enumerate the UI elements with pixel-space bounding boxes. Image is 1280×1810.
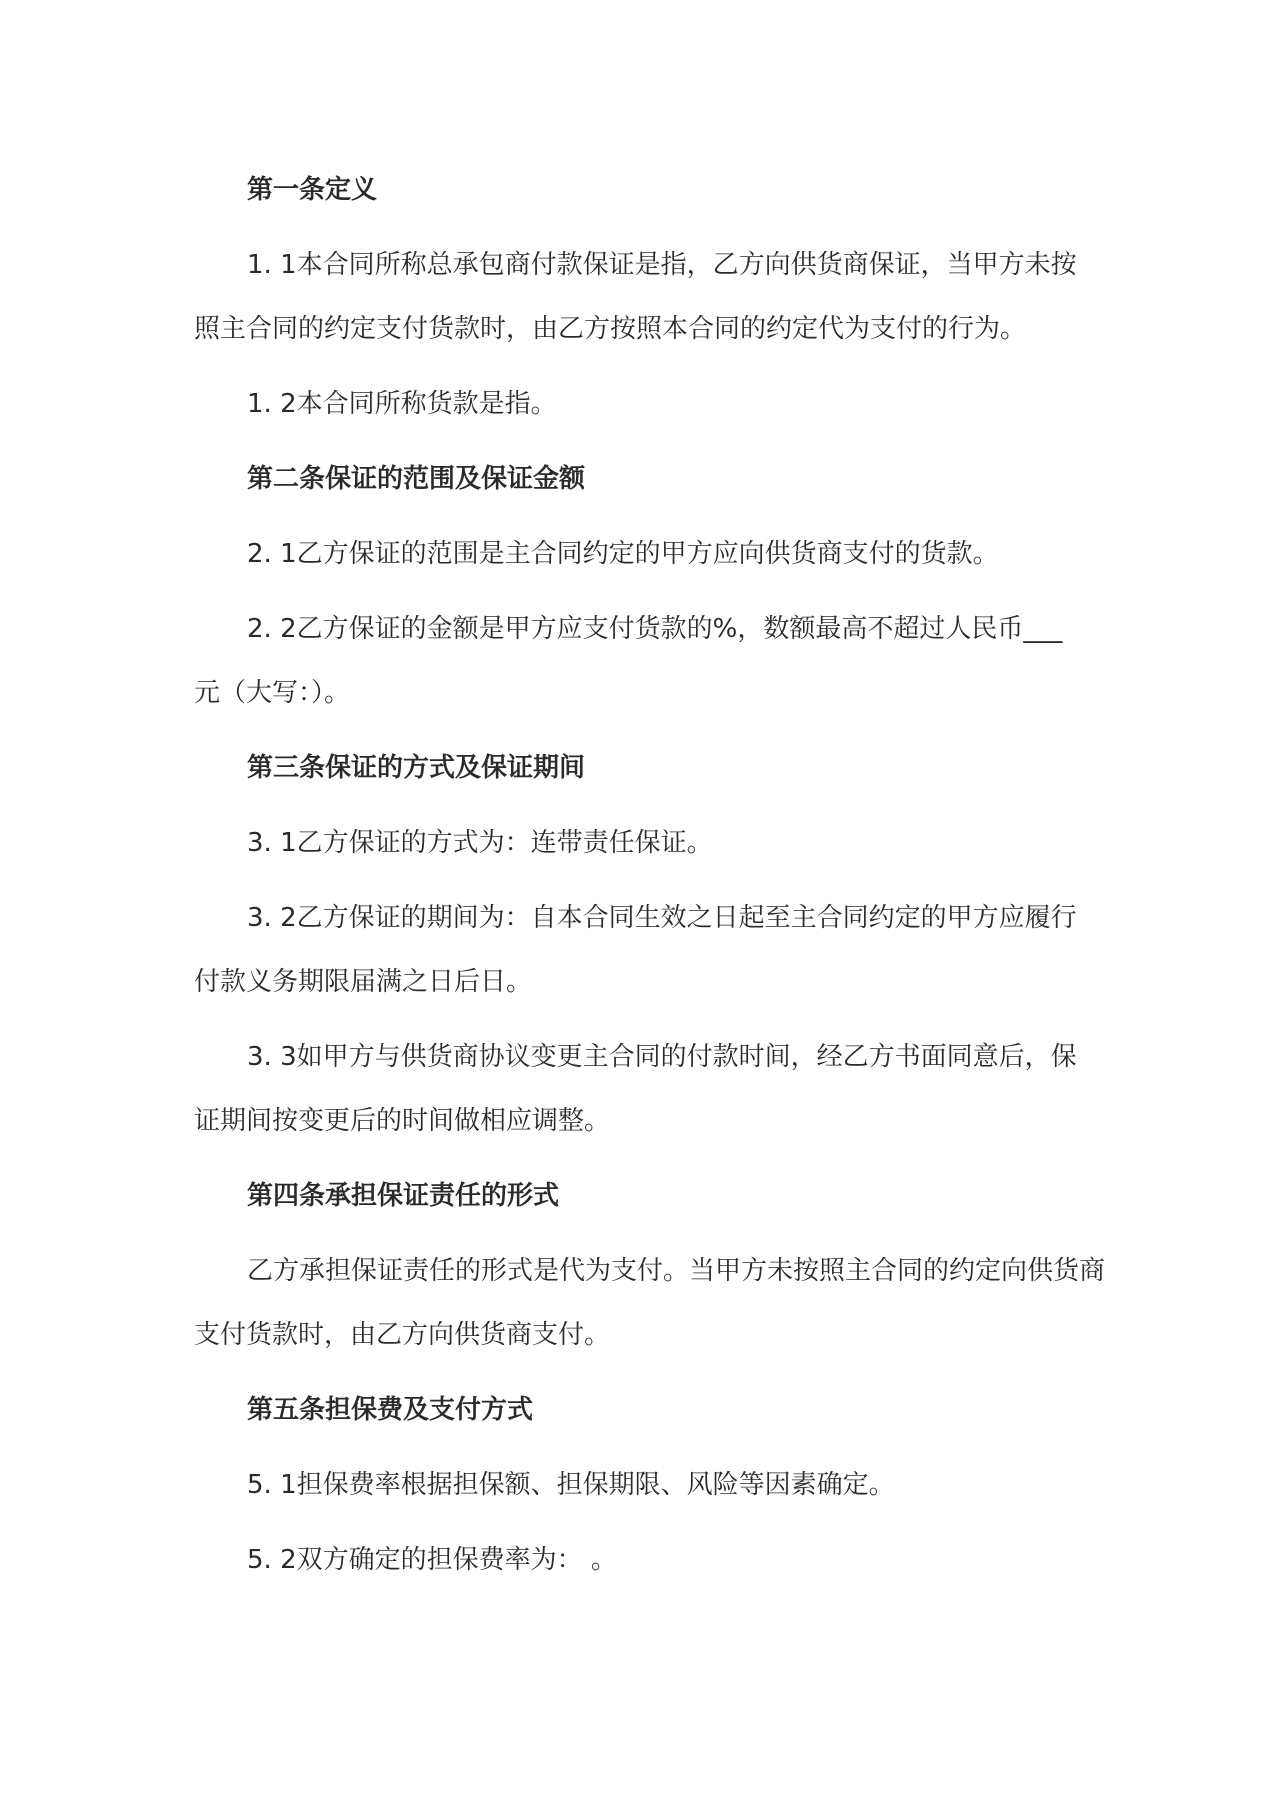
- section-heading: 第二条保证的范围及保证金额: [247, 464, 586, 494]
- paragraph-line: 证期间按变更后的时间做相应调整。: [194, 1106, 611, 1136]
- paragraph-line: 1. 2本合同所称货款是指。: [247, 389, 557, 419]
- paragraph-line: 1. 1本合同所称总承包商付款保证是指，乙方向供货商保证，当甲方未按: [247, 250, 1077, 280]
- paragraph-line: 2. 1乙方保证的范围是主合同约定的甲方应向供货商支付的货款。: [247, 539, 999, 569]
- paragraph-line: 3. 1乙方保证的方式为：连带责任保证。: [247, 828, 713, 858]
- paragraph-line: 3. 2乙方保证的期间为：自本合同生效之日起至主合同约定的甲方应履行: [247, 903, 1077, 933]
- paragraph-line: 乙方承担保证责任的形式是代为支付。当甲方未按照主合同的约定向供货商: [247, 1256, 1106, 1286]
- section-heading: 第五条担保费及支付方式: [247, 1395, 534, 1425]
- paragraph-line: 支付货款时，由乙方向供货商支付。: [194, 1320, 611, 1350]
- paragraph-line: 5. 2双方确定的担保费率为： 。: [247, 1545, 617, 1575]
- document-body: [194, 170, 1106, 1580]
- paragraph-line: 3. 3如甲方与供货商协议变更主合同的付款时间，经乙方书面同意后，保: [247, 1042, 1077, 1072]
- section-heading: 第四条承担保证责任的形式: [247, 1181, 560, 1211]
- paragraph-line: 2. 2乙方保证的金额是甲方应支付货款的%，数额最高不超过人民币___: [247, 614, 1063, 644]
- section-heading: 第三条保证的方式及保证期间: [247, 753, 586, 783]
- paragraph-line: 照主合同的约定支付货款时，由乙方按照本合同的约定代为支付的行为。: [194, 314, 1027, 344]
- paragraph-line: 付款义务期限届满之日后日。: [194, 967, 533, 997]
- section-heading: 第一条定义: [247, 175, 378, 205]
- paragraph-line: 5. 1担保费率根据担保额、担保期限、风险等因素确定。: [247, 1470, 895, 1500]
- paragraph-line: 元（大写：）。: [194, 678, 351, 708]
